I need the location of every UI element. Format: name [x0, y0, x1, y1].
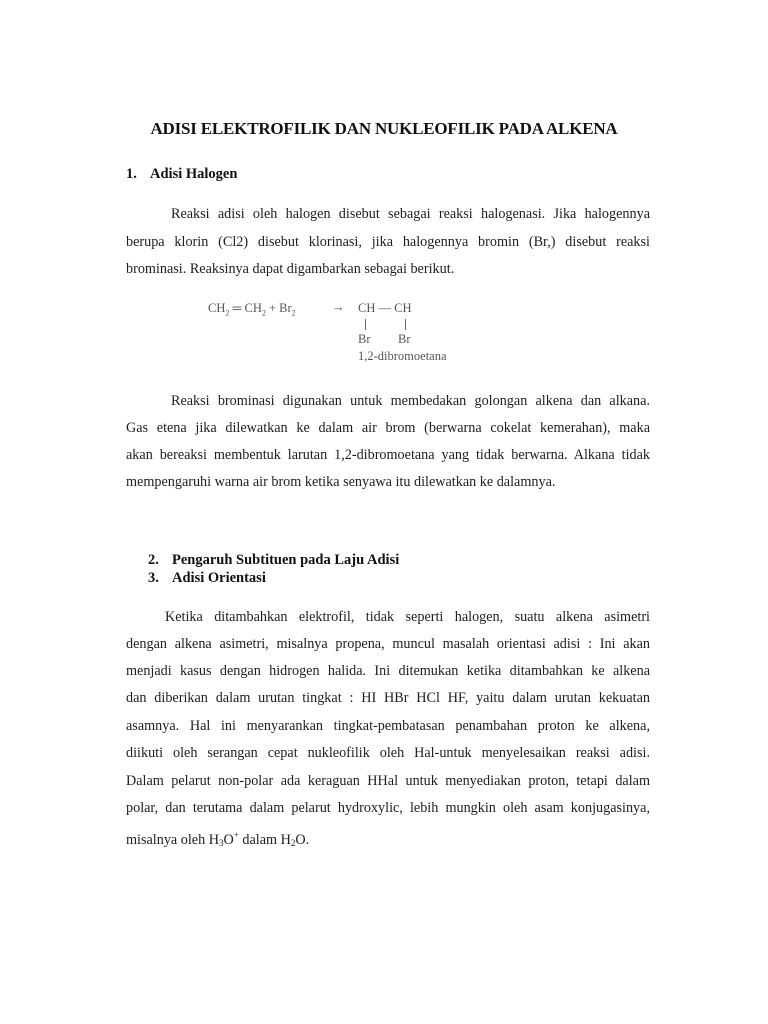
paragraph-line: asamnya. Hal ini menyarankan tingkat-pembatasan penambahan proton ke alkena,: [126, 718, 650, 734]
double-bond-symbol: ═: [232, 301, 242, 315]
document-title: ADISI ELEKTROFILIK DAN NUKLEOFILIK PADA ALKENA: [150, 119, 618, 138]
reactant-br2: Br: [279, 301, 292, 315]
vertical-bond-right: [405, 319, 406, 330]
paragraph-line: dengan alkena asimetri, misalnya propena, muncul masalah orientasi adisi : Ini akan: [126, 636, 650, 652]
paragraph-line: polar, dan terutama dalam pelarut hydroxylic, lebih mungkin oleh asam konjugasinya,: [126, 800, 650, 816]
section-heading-text: Pengaruh Subtituen pada Laju Adisi: [172, 552, 400, 568]
bromination-reaction-equation: [208, 299, 488, 371]
section-number: 2.: [148, 552, 159, 568]
substituent-br-left: Br: [358, 332, 371, 346]
subscript: 3: [219, 838, 224, 848]
subscript: 2: [261, 308, 266, 318]
paragraph-line: dan diberikan dalam urutan tingkat : HI HBr HCl HF, yaitu dalam urutan kekuatan: [126, 690, 650, 706]
product-ch-left: CH: [358, 301, 376, 315]
section-number: 3.: [148, 570, 159, 586]
reactant-ch2: CH: [208, 301, 226, 315]
product-name: 1,2-dibromoetana: [358, 349, 447, 363]
paragraph-line: Reaksi brominasi digunakan untuk membedakan golongan alkena dan alkana.: [171, 393, 650, 409]
vertical-bond-left: [365, 319, 366, 330]
paragraph-line: menjadi kasus dengan hidrogen halida. Ini ditemukan ketika ditambahkan ke alkena: [126, 663, 650, 679]
subscript: 2: [225, 308, 230, 318]
section-heading-text: Adisi Orientasi: [172, 570, 266, 586]
text-fragment: misalnya oleh H: [126, 832, 219, 848]
plus-symbol: +: [268, 301, 277, 315]
superscript: +: [233, 830, 239, 840]
reactant-ch2: CH: [244, 301, 262, 315]
paragraph-last-line: [126, 825, 650, 853]
subscript: 2: [290, 838, 296, 848]
section-heading-adisi-halogen: [126, 166, 237, 183]
paragraph-line: Gas etena jika dilewatkan ke dalam air brom (berwarna cokelat kemerahan), maka: [126, 420, 650, 436]
text-fragment: O.: [295, 832, 310, 848]
paragraph-line: mempengaruhi warna air brom ketika senyawa itu dilewatkan ke dalamnya.: [126, 474, 556, 490]
paragraph-line: berupa klorin (Cl2) disebut klorinasi, jika halogennya bromin (Br,) disebut reaksi: [126, 234, 650, 250]
paragraph-line: Dalam pelarut non-polar ada keraguan HHal untuk menyediakan proton, tetapi dalam: [126, 773, 650, 789]
equation-product: [358, 301, 412, 316]
paragraph-line: Ketika ditambahkan elektrofil, tidak seperti halogen, suatu alkena asimetri: [165, 609, 650, 625]
paragraph-line: Reaksi adisi oleh halogen disebut sebagai reaksi halogenasi. Jika halogennya: [171, 206, 650, 222]
section-heading-pengaruh-subtituen: [148, 552, 399, 569]
subscript: 2: [291, 308, 296, 318]
text-fragment: dalam H: [238, 832, 291, 848]
paragraph-line: akan bereaksi membentuk larutan 1,2-dibromoetana yang tidak berwarna. Alkana tidak: [126, 447, 650, 463]
equation-reactants: [208, 301, 296, 316]
paragraph-line: brominasi. Reaksinya dapat digambarkan sebagai berikut.: [126, 261, 455, 277]
text-fragment: O: [223, 832, 234, 848]
section-heading-adisi-orientasi: [148, 570, 266, 587]
section-number: 1.: [126, 166, 137, 182]
reaction-arrow-icon: →: [332, 300, 345, 314]
product-ch-right: CH: [394, 301, 412, 315]
section-heading-text: Adisi Halogen: [150, 166, 238, 182]
paragraph-line: diikuti oleh serangan cepat nukleofilik oleh Hal-untuk menyelesaikan reaksi adisi.: [126, 745, 650, 761]
single-bond-symbol: —: [378, 301, 391, 315]
substituent-br-right: Br: [398, 332, 411, 346]
